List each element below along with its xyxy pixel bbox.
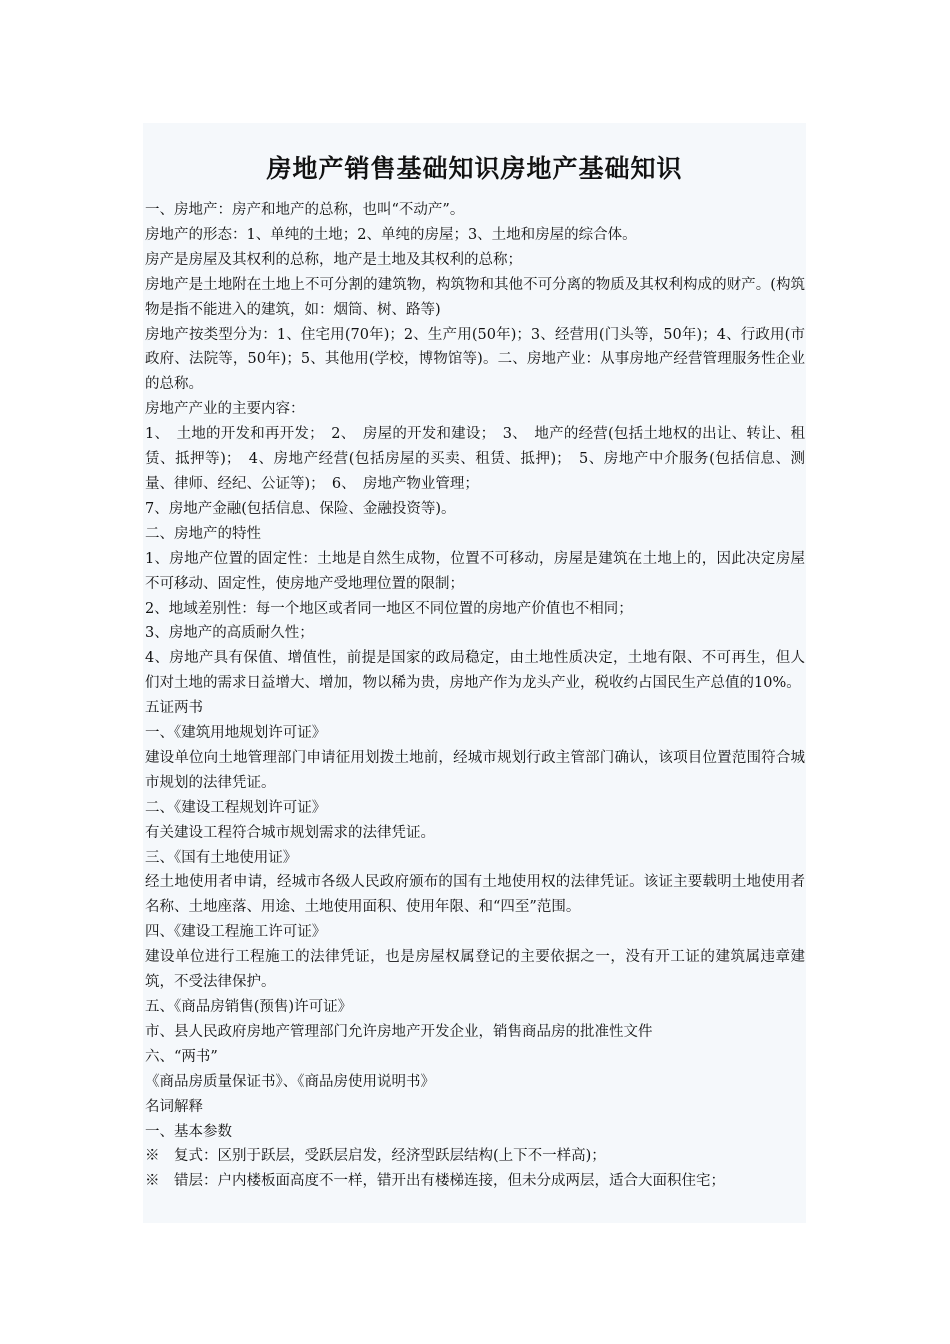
paragraph-2: 房地产的形态：1、单纯的土地；2、单纯的房屋；3、土地和房屋的综合体。 [145,226,637,243]
paragraph-30: ※ 错层：户内楼板面高度不一样，错开出有楼梯连接，但未分成两层，适合大面积住宅； [145,1173,725,1190]
paragraph-12: 3、房地产的高质耐久性； [145,625,314,642]
paragraph-25: 六、“两书” [145,1048,218,1065]
paragraph-19: 三、《国有土地使用证》 [145,849,298,866]
paragraph-20: 经土地使用者申请，经城市各级人民政府颁布的国有土地使用权的法律凭证。该证主要载明土地使用者名称、土地座落、用途、土地使用面积、使用年限、和“四至”范围。 [145,874,805,916]
paragraph-6: 房地产产业的主要内容： [145,401,305,418]
paragraph-18: 有关建设工程符合城市规划需求的法律凭证。 [145,824,435,841]
paragraph-27: 名词解释 [145,1098,203,1115]
paragraph-7: 1、 土地的开发和再开发； 2、 房屋的开发和建设； 3、 地产的经营(包括土地权的出让、转让、租赁、抵押等)； 4、房地产经营(包括房屋的买卖、租赁、抵押)； 5、房地产中介服务(包括信息、测量、律师、经纪、公证等)； 6、 房地产物业管理； [145,426,805,492]
paragraph-14: 五证两书 [145,700,203,717]
paragraph-22: 建设单位进行工程施工的法律凭证，也是房屋权属登记的主要依据之一，没有开工证的建筑属违章建筑，不受法律保护。 [145,949,805,991]
paragraph-11: 2、地域差别性：每一个地区或者同一地区不同位置的房地产价值也不相同； [145,600,633,617]
paragraph-1: 一、房地产：房产和地产的总称，也叫“不动产”。 [145,202,465,218]
paragraph-5: 房地产按类型分为：1、住宅用(70年)；2、生产用(50年)；3、经营用(门头等，50年)；4、行政用(市政府、法院等，50年)；5、其他用(学校，博物馆等)。二、房地产业：从事房地产经营管理服务性企业的总称。 [145,326,805,393]
paragraph-21: 四、《建设工程施工许可证》 [145,924,327,941]
paragraph-17: 二、《建设工程规划许可证》 [145,799,327,816]
paragraph-26: 《商品房质量保证书》、《商品房使用说明书》 [145,1073,435,1090]
paragraph-29: ※ 复式：区别于跃层，受跃层启发，经济型跃层结构(上下不一样高)； [145,1148,606,1165]
paragraph-13: 4、房地产具有保值、增值性，前提是国家的政局稳定，由土地性质决定，土地有限、不可再生，但人们对土地的需求日益增大、增加，物以稀为贵，房地产作为龙头产业，税收约占国民生产总值的10%。 [145,650,805,692]
paragraph-15: 一、《建筑用地规划许可证》 [145,725,327,742]
paragraph-10: 1、房地产位置的固定性：土地是自然生成物，位置不可移动，房屋是建筑在土地上的，因此决定房屋不可移动、固定性，使房地产受地理位置的限制； [145,550,805,592]
paragraph-4: 房地产是土地附在土地上不可分割的建筑物，构筑物和其他不可分离的物质及其权利构成的财产。(构筑物是指不能进入的建筑，如：烟筒、树、路等) [145,276,805,318]
paragraph-28: 一、基本参数 [145,1123,232,1140]
paragraph-3: 房产是房屋及其权利的总称，地产是土地及其权利的总称； [145,251,522,268]
paragraph-24: 市、县人民政府房地产管理部门允许房地产开发企业，销售商品房的批准性文件 [145,1023,653,1040]
document-body [145,198,805,1194]
paragraph-9: 二、房地产的特性 [145,525,261,542]
paragraph-8: 7、房地产金融(包括信息、保险、金融投资等)。 [145,500,456,517]
document-title: 房地产销售基础知识房地产基础知识 [266,153,683,183]
paragraph-16: 建设单位向土地管理部门申请征用划拨土地前，经城市规划行政主管部门确认，该项目位置范围符合城市规划的法律凭证。 [145,749,805,791]
paragraph-23: 五、《商品房销售(预售)许可证》 [145,999,353,1015]
